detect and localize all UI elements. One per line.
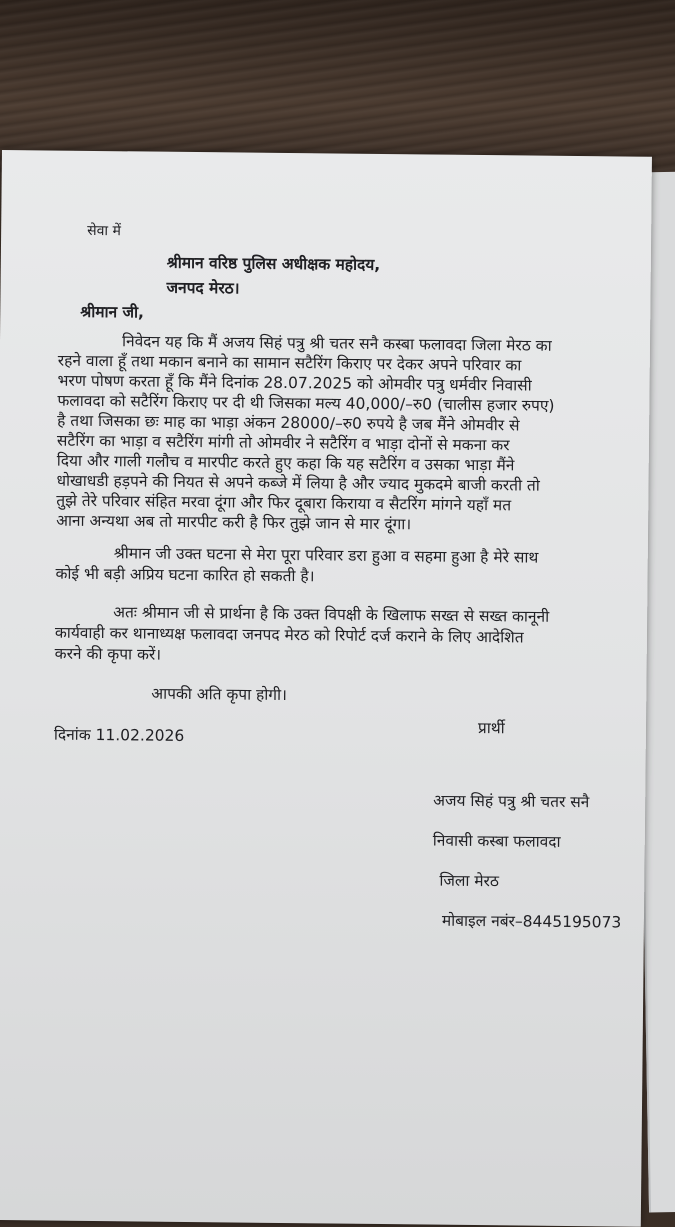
wooden-table-background xyxy=(0,0,675,175)
recipient-district: जनपद मेरठ। xyxy=(166,278,240,298)
paragraph-1-line: भरण पोषण करता हूँ कि मैंने दिनांक 28.07.2025 को ओमवीर पत्रु धर्मवीर निवासी xyxy=(57,371,532,395)
paragraph-1-line: है तथा जिसका छः माह का भाड़ा अंकन 28000/–रु0 रुपये है जब मैंने ओमवीर से xyxy=(57,411,520,435)
recipient-title: श्रीमान वरिष्ठ पुलिस अधीक्षक महोदय, xyxy=(166,253,381,274)
applicant-name: अजय सिहं पत्रु श्री चतर सनै xyxy=(433,791,590,812)
greeting: श्रीमान जी, xyxy=(80,302,145,322)
paragraph-2-line: श्रीमान जी उक्त घटना से मेरा पूरा परिवार डरा हुआ व सहमा हुआ है मेरे साथ xyxy=(113,544,539,567)
paragraph-1-line: निवेदन यह कि मैं अजय सिहं पत्रु श्री चतर सनै कस्बा फलावदा जिला मेरठ का xyxy=(121,332,552,355)
date-line: दिनांक 11.02.2026 xyxy=(53,725,185,745)
letter-content xyxy=(0,150,652,1227)
paragraph-3-line: कार्यवाही कर थानाध्यक्ष फलावदा जनपद मेरठ को रिपोर्ट दर्ज कराने के लिए आदेशित xyxy=(54,623,524,647)
paragraph-3-line: करने की कृपा करें। xyxy=(54,644,162,664)
paragraph-1-line: फलावदा को सटैरिंग किराए पर दी थी जिसका मल्य 40,000/–रु0 (चालीस हजार रुपए) xyxy=(57,391,555,415)
paragraph-1-line: रहने वाला हूँ तथा मकान बनाने का सामान सटैरिंग किराए पर देकर अपने परिवार का xyxy=(57,351,522,375)
closing-line: आपकी अति कृपा होगी। xyxy=(151,684,288,705)
paragraph-1-line: सटैरिंग का भाड़ा व सटैरिंग मांगी तो ओमवीर ने सटैरिंग व भाड़ा दोनों से मकना कर xyxy=(56,431,510,455)
paragraph-2-line: कोई भी बड़ी अप्रिय घटना कारित हो सकती है। xyxy=(55,564,315,586)
paragraph-1-line: धोखाधडी हड़पने की नियत से अपने कब्जे में लिया है और ज्याद मुकदमे बाजी करती तो xyxy=(56,471,540,495)
salutation-to: सेवा में xyxy=(87,222,121,240)
paragraph-1-line: आना अन्यथा अब तो मारपीट करी है फिर तुझे जान से मार दूंगा। xyxy=(56,511,412,534)
applicant-address: निवासी कस्बा फलावदा xyxy=(432,831,561,851)
paragraph-1-line: तुझे तेरे परिवार संहित मरवा दूंगा और फिर दूबारा किराया व सैटरिंग मांगने यहाँ मत xyxy=(56,491,512,515)
applicant-mobile: मोबाइल नबंर–8445195073 xyxy=(441,911,622,932)
letter-paper xyxy=(0,150,652,1227)
applicant-label: प्रार्थी xyxy=(477,719,505,738)
applicant-district: जिला मेरठ xyxy=(439,871,500,891)
paragraph-1-line: दिया और गाली गलौच व मारपीट करते हुए कहा कि यह सटैरिंग व उसका भाड़ा मैंने xyxy=(56,451,515,475)
paragraph-3-line: अतः श्रीमान जी से प्रार्थना है कि उक्त विपक्षी के खिलाफ सख्त से सख्त कानूनी xyxy=(113,603,550,626)
